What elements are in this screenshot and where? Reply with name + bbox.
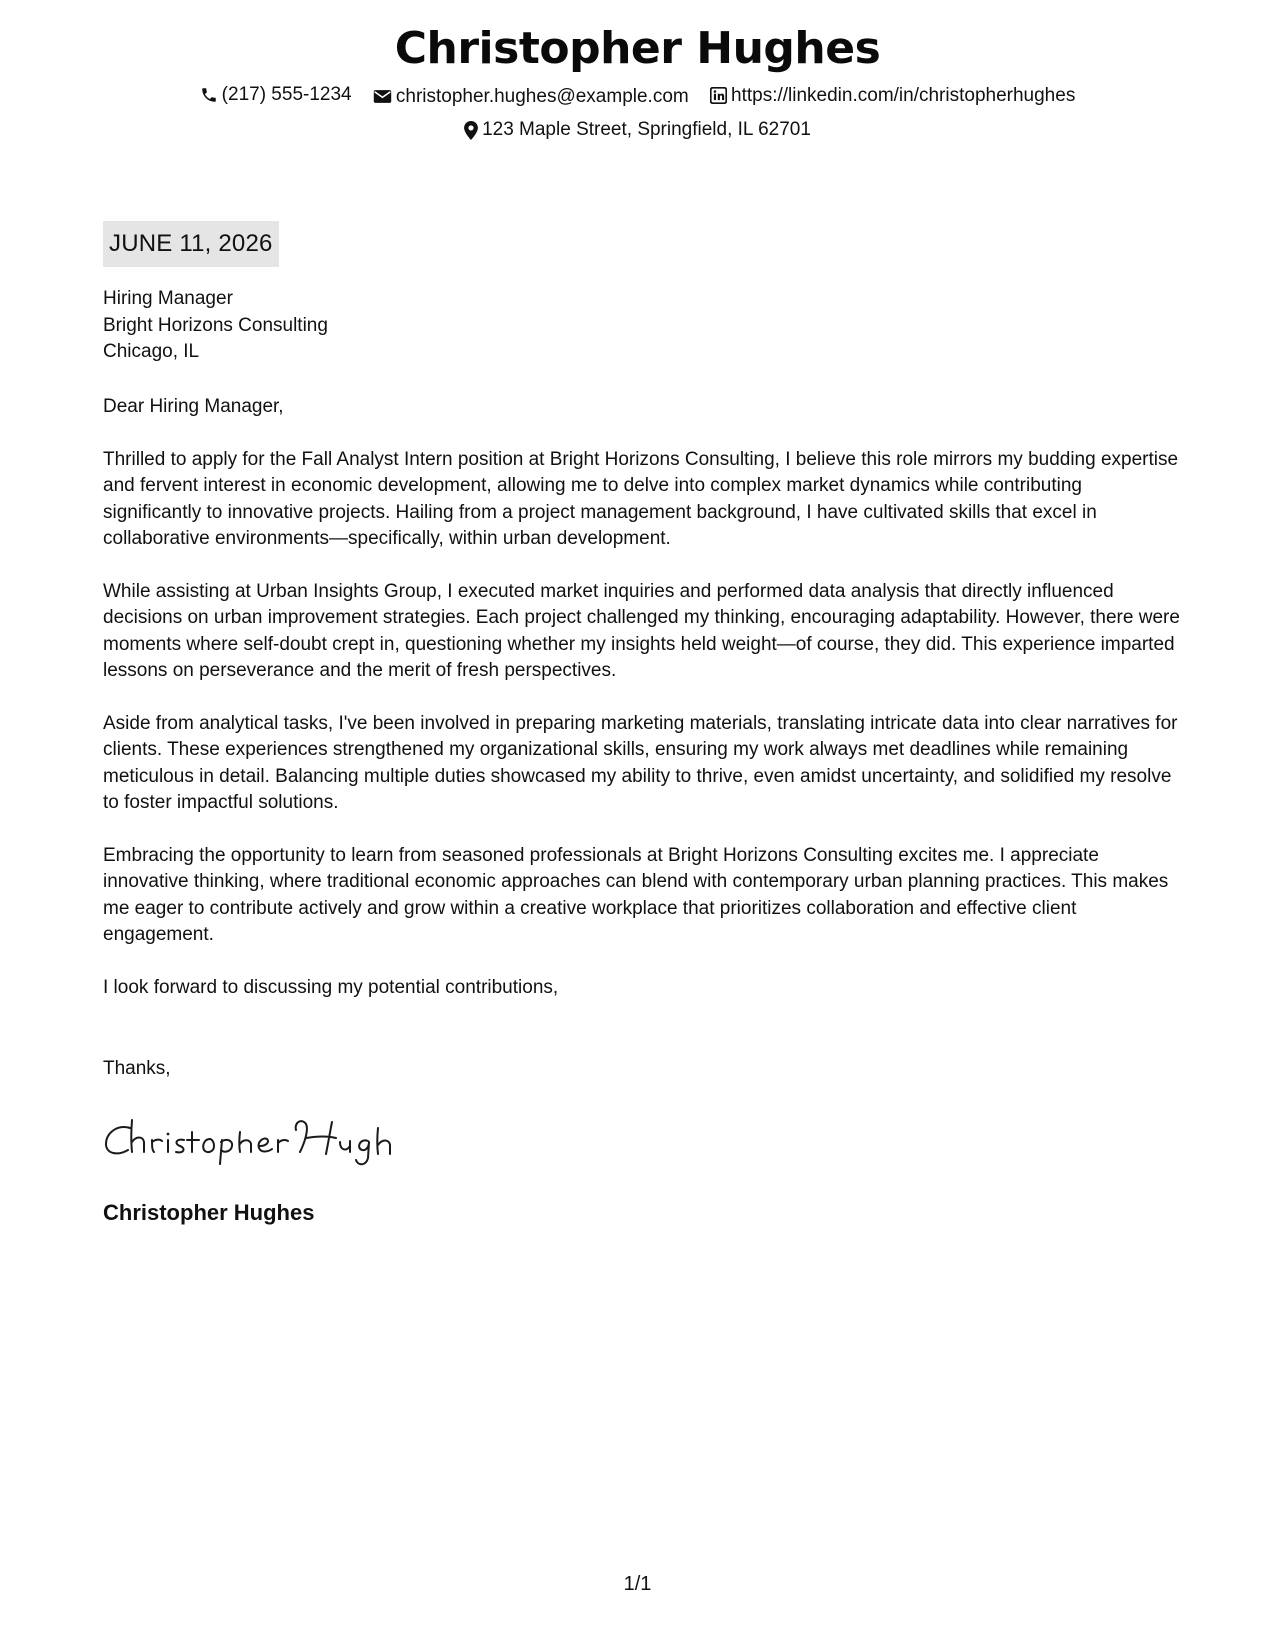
handwritten-signature bbox=[100, 1108, 400, 1168]
address-text: 123 Maple Street, Springfield, IL 62701 bbox=[482, 119, 811, 140]
contact-address bbox=[464, 117, 811, 143]
address-line bbox=[0, 117, 1275, 148]
contact-phone bbox=[200, 82, 352, 108]
contact-linkedin[interactable] bbox=[710, 83, 1075, 109]
phone-icon bbox=[200, 86, 218, 104]
sign-off: Thanks, bbox=[103, 1058, 171, 1079]
recipient-location: Chicago, IL bbox=[103, 341, 200, 362]
page-number: 1/1 bbox=[623, 1573, 652, 1595]
linkedin-icon bbox=[710, 87, 727, 104]
body-paragraph: Embracing the opportunity to learn from seasoned professionals at Bright Horizons Consulting excites me. I appreciate innovative thinking, where traditional economic approaches can blend with contemporary urban planning practices. This makes me eager to contribute actively and grow within a creative workplace that prioritizes collaboration and effective client engagement. bbox=[103, 844, 1169, 945]
signer-name: Christopher Hughes bbox=[103, 1200, 315, 1225]
letter-body bbox=[103, 394, 1183, 1027]
envelope-icon bbox=[373, 89, 392, 104]
linkedin-link[interactable]: https://linkedin.com/in/christopherhughes bbox=[731, 84, 1076, 106]
email-link[interactable]: christopher.hughes@example.com bbox=[395, 85, 689, 107]
body-paragraph: Aside from analytical tasks, I've been involved in preparing marketing materials, translating intricate data into clear narratives for clients. These experiences strengthened my organizational skills, ensuring my work always met deadlines while remaining meticulous in detail. Balancing multiple duties showcased my ability to thrive, even amidst uncertainty, and solidified my resolve to foster impactful solutions. bbox=[103, 712, 1178, 813]
contact-email[interactable] bbox=[373, 84, 689, 110]
recipient-title: Hiring Manager bbox=[103, 288, 233, 309]
map-pin-icon bbox=[464, 121, 478, 140]
recipient-company: Bright Horizons Consulting bbox=[103, 314, 328, 336]
phone-text: (217) 555-1234 bbox=[221, 84, 352, 105]
contact-line bbox=[0, 82, 1275, 112]
body-paragraph: While assisting at Urban Insights Group, I executed market inquiries and performed data analysis that directly influenced decisions on urban improvement strategies. Each project challenged my thinking, encouraging adaptability. However, there were moments where self-doubt crept in, questioning whether my insights held weight—of course, they did. This experience imparted lessons on perseverance and the merit of fresh perspectives. bbox=[103, 580, 1180, 681]
letter-date: JUNE 11, 2026 bbox=[103, 221, 279, 267]
applicant-name: Christopher Hughes bbox=[394, 23, 881, 74]
body-paragraph: Thrilled to apply for the Fall Analyst Intern position at Bright Horizons Consulting, I believe this role mirrors my budding expertise and fervent interest in economic development, allowing me to delve into complex market dynamics while contributing significantly to innovative projects. Hailing from a project management background, I have cultivated skills that excel in collaborative environments—specifically, within urban development. bbox=[103, 448, 1179, 549]
closing-line: I look forward to discussing my potential contributions, bbox=[103, 976, 559, 998]
letter-header bbox=[0, 18, 1275, 148]
recipient-block bbox=[103, 286, 328, 366]
salutation: Dear Hiring Manager, bbox=[103, 396, 284, 417]
